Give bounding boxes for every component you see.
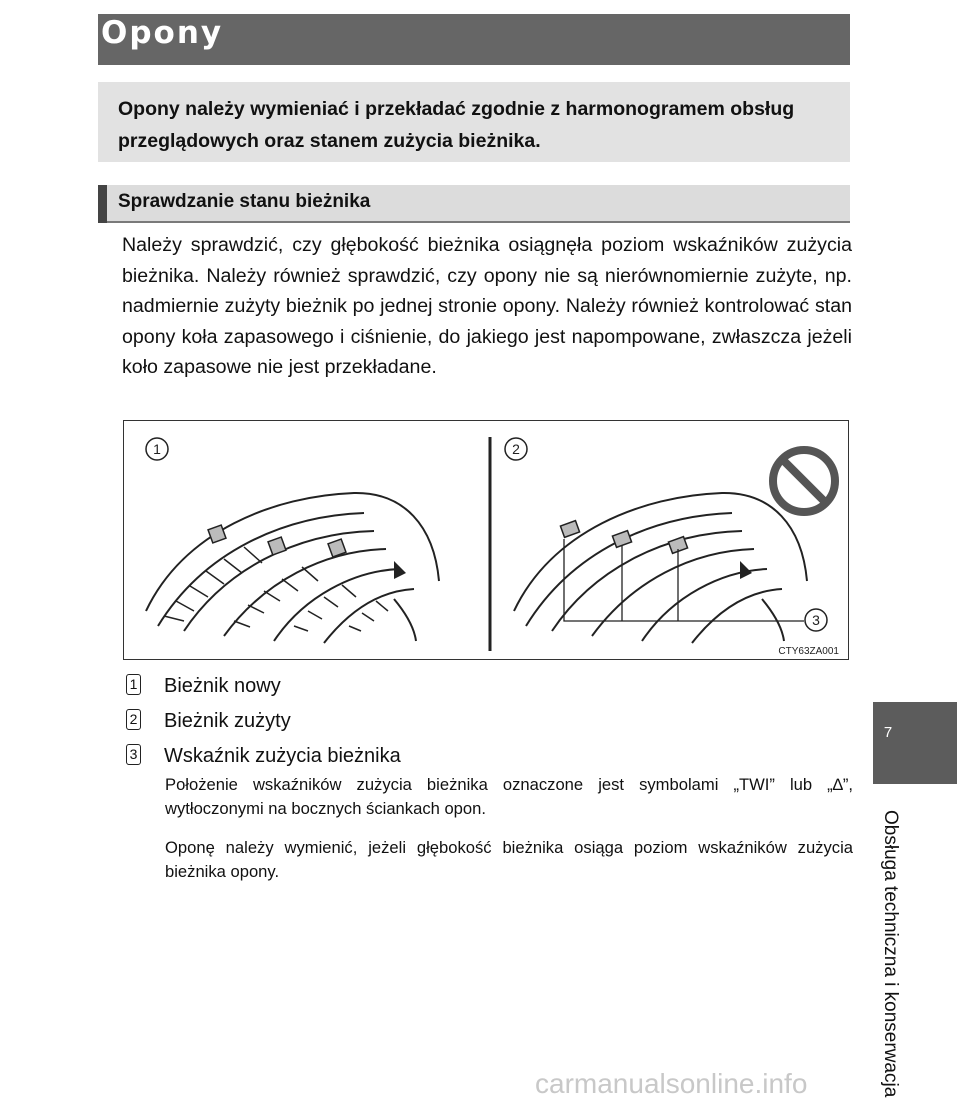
- intro-text: Opony należy wymieniać i przekładać zgodnie z harmonogramem obsług przeglądowych oraz stanem zużycia bieżnika.: [118, 98, 795, 152]
- legend-number: 3: [126, 744, 141, 765]
- legend-label: Bieżnik nowy: [164, 675, 281, 697]
- callout-2: 2: [512, 441, 520, 457]
- legend-number: 1: [126, 674, 141, 695]
- note-replace: Oponę należy wymienić, jeżeli głębokość bieżnika osiąga poziom wskaźników zużycia bieżnika opony.: [165, 838, 853, 881]
- callout-3: 3: [812, 612, 820, 628]
- body-paragraph: Należy sprawdzić, czy głębokość bieżnika osiągnęła poziom wskaźników zużycia bieżnika. Należy również sprawdzić, czy opony nie są nierównomiernie zużyte, np. nadmiernie zużyty bieżnik po jednej stronie opony. Należy również kontrolować stan opony koła zapasowego i ciśnienie, do jakiego jest napompowane, zwłaszcza jeżeli koło zapasowe nie jest przekładane.: [122, 234, 852, 379]
- chapter-tab: [873, 702, 957, 784]
- legend-label: Wskaźnik zużycia bieżnika: [164, 745, 401, 767]
- prohibited-icon: [773, 450, 835, 512]
- tire-tread-figure: [123, 420, 849, 660]
- note-twi: Położenie wskaźników zużycia bieżnika oznaczone jest symbolami „TWI” lub „∆”, wytłoczonymi na bocznych ściankach opon.: [165, 775, 853, 818]
- intro-box: [98, 82, 850, 162]
- section-marker: [98, 185, 107, 223]
- chapter-title: Obsługa techniczna i konserwacja: [880, 810, 901, 1098]
- legend-label: Bieżnik zużyty: [164, 710, 291, 732]
- tire-illustration: [124, 421, 850, 661]
- section-heading-bar: [98, 185, 850, 223]
- watermark: carmanualsonline.info: [535, 1068, 808, 1099]
- callout-1: 1: [153, 441, 161, 457]
- section-heading: Sprawdzanie stanu bieżnika: [118, 191, 371, 212]
- page-title: Opony: [101, 15, 224, 51]
- legend-number: 2: [126, 709, 141, 730]
- wear-indicator-triangle-icon: [394, 561, 406, 579]
- chapter-number: 7: [883, 724, 893, 741]
- figure-code: CTY63ZA001: [778, 646, 839, 657]
